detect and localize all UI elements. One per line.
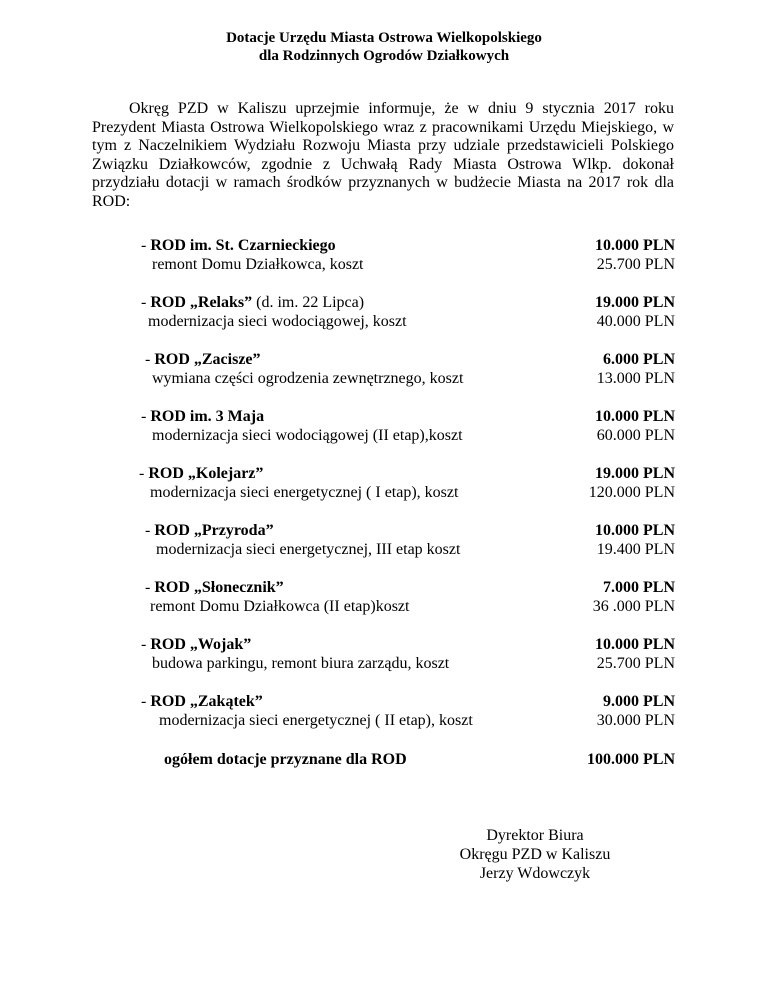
entry-prefix: - [145,522,155,539]
entry-grant-amount: 6.000 PLN [603,351,675,368]
entry-prefix: - [141,294,151,311]
title-line-2: dla Rodzinnych Ogrodów Działkowych [258,48,510,64]
entry-grant-amount: 10.000 PLN [595,408,675,425]
entry-title [141,692,263,711]
entry-name: ROD im. St. Czarnieckiego [150,237,336,254]
grant-entry [0,293,768,333]
entry-description: modernizacja sieci wodociągowej, koszt [148,313,407,330]
intro-paragraph [92,100,674,212]
entry-name: ROD im. 3 Maja [150,408,265,425]
entry-suffix: (d. im. 22 Lipca) [252,294,365,311]
grant-entry [0,407,768,447]
entry-grant-amount: 10.000 PLN [595,237,675,254]
entry-name: ROD „Przyroda” [154,522,274,539]
entry-cost-amount: 40.000 PLN [596,313,675,330]
entry-cost-amount: 19.400 PLN [596,541,675,558]
entry-grant-amount: 7.000 PLN [603,579,675,596]
entry-cost-amount: 30.000 PLN [596,712,675,729]
entry-title [145,578,284,597]
grant-entry [0,692,768,732]
entry-name: ROD „Zakątek” [150,693,263,710]
entry-grant-amount: 10.000 PLN [595,522,675,539]
entry-prefix: - [139,465,149,482]
entry-description: wymiana części ogrodzenia zewnętrznego, koszt [152,370,464,387]
title-line-1: Dotacje Urzędu Miasta Ostrowa Wielkopolskiego [226,30,542,46]
entry-prefix: - [141,408,151,425]
entry-name: ROD „Wojak” [150,636,252,653]
total-label: ogółem dotacje przyznane dla ROD [164,751,407,768]
entry-description: modernizacja sieci energetycznej ( I etap), koszt [150,484,459,501]
entry-description: modernizacja sieci energetycznej, III etap koszt [156,541,461,558]
entry-title [145,350,261,369]
entry-title [141,236,336,255]
entry-description: modernizacja sieci energetycznej ( II etap), koszt [159,712,473,729]
entry-grant-amount: 9.000 PLN [603,693,675,710]
entry-description: budowa parkingu, remont biura zarządu, koszt [152,655,450,672]
total-amount: 100.000 PLN [587,751,675,768]
entry-name: ROD „Relaks” [150,294,253,311]
grant-entry [0,350,768,390]
entry-cost-amount: 36 .000 PLN [592,598,675,615]
entry-prefix: - [145,351,155,368]
entry-cost-amount: 60.000 PLN [596,427,675,444]
grant-entry [0,578,768,618]
entry-name: ROD „Kolejarz” [148,465,264,482]
grant-entry [0,236,768,276]
entry-title [139,464,263,483]
entry-prefix: - [145,579,155,596]
signature-block [440,826,630,883]
grant-entry [0,521,768,561]
entry-name: ROD „Zacisze” [154,351,261,368]
entry-cost-amount: 13.000 PLN [596,370,675,387]
document-title [0,29,768,65]
entry-prefix: - [141,636,151,653]
entry-description: remont Domu Działkowca, koszt [152,256,364,273]
signature-title: Dyrektor Biura [486,827,584,844]
signature-office: Okręgu PZD w Kaliszu [459,846,611,863]
entry-grant-amount: 19.000 PLN [595,294,675,311]
entry-grant-amount: 19.000 PLN [595,465,675,482]
entry-grant-amount: 10.000 PLN [595,636,675,653]
entry-cost-amount: 120.000 PLN [588,484,675,501]
entry-title [145,521,274,540]
grant-entry [0,635,768,675]
entry-title [141,635,251,654]
entry-prefix: - [141,237,151,254]
intro-text: Okręg PZD w Kaliszu uprzejmie informuje, że w dniu 9 stycznia 2017 roku Prezydent Miasta Ostrowa Wielkopolskiego wraz z pracownikami Urzędu Miejskiego, w tym z Naczelnikiem Wydziału Rozwoju Miasta przy udziale przedstawicieli Polskiego Związku Działkowców, zgodnie z Uchwałą Rady Miasta Ostrowa Wlkp. dokonał przydziału dotacji w ramach środków przyznanych w budżecie Miasta na 2017 rok dla ROD: [92,100,674,210]
entry-cost-amount: 25.700 PLN [596,256,675,273]
entry-cost-amount: 25.700 PLN [596,655,675,672]
entry-description: modernizacja sieci wodociągowej (II etap),koszt [152,427,463,444]
grant-entry [0,464,768,504]
entry-description: remont Domu Działkowca (II etap)koszt [150,598,410,615]
entry-title [141,407,264,426]
signature-name: Jerzy Wdowczyk [479,865,591,882]
entry-name: ROD „Słonecznik” [154,579,284,596]
entry-prefix: - [141,693,151,710]
entry-title [141,293,364,312]
